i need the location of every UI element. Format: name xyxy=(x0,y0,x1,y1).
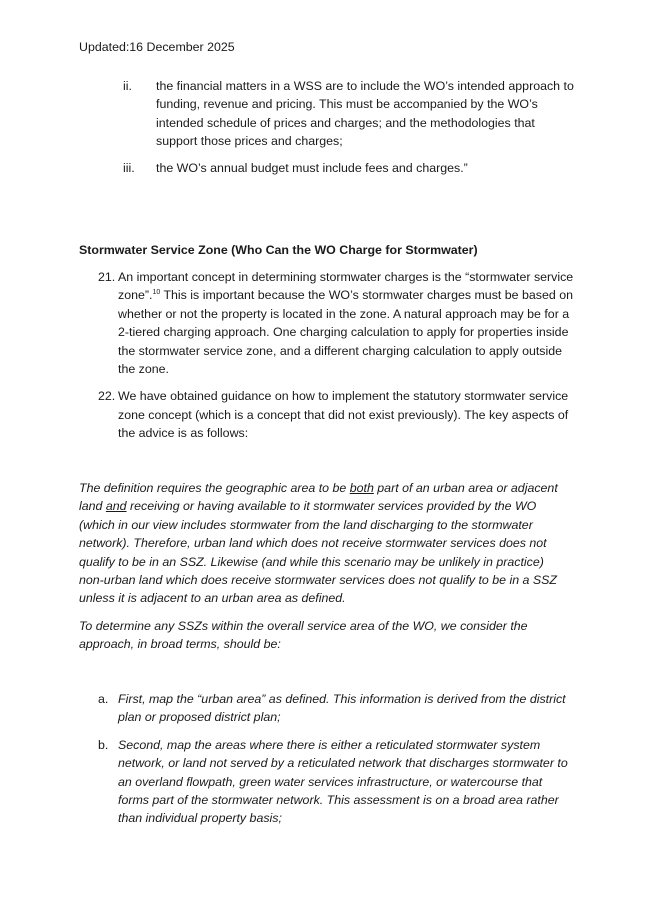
paragraph-text: An important concept in determining stormwater charges is the “stormwater service zone”. xyxy=(118,270,574,303)
list-item xyxy=(0,268,645,378)
list-item-text: the WO’s annual budget must include fees and charges.” xyxy=(156,160,468,175)
roman-list xyxy=(0,77,645,185)
list-marker: a. xyxy=(98,692,109,706)
list-item-text: Second, map the areas where there is either a reticulated stormwater system network, or land not served by a reticulated network that discharges stormwater to an overland flowpath, green water services infrastructure, or watercourse that forms part of the stormwater network. This assessment is on a broad area rather than individual property basis; xyxy=(118,737,568,826)
list-marker: 22. xyxy=(98,389,116,404)
quoted-advice-paragraph xyxy=(79,479,571,608)
paragraph-text: receiving or having available to it stormwater services provided by the WO (which in our view includes stormwater from the land discharging to the stormwater network). Therefore, urban land which does not receive stormwater services does not qualify to be in an SSZ. Likewise (and while this scenario may be unlikely in practice) non-urban land which does receive stormwater services does not qualify to be in a SSZ unless it is adjacent to an urban area as defined. xyxy=(79,499,557,606)
list-item xyxy=(0,159,645,177)
list-item xyxy=(0,736,645,828)
section-heading: Stormwater Service Zone (Who Can the WO Charge for Stormwater) xyxy=(79,243,478,257)
alpha-list xyxy=(0,690,645,837)
list-item xyxy=(0,387,645,442)
list-marker: 21. xyxy=(98,270,116,284)
quoted-advice-paragraph: To determine any SSZs within the overall service area of the WO, we consider the approach, in broad terms, should be: xyxy=(79,619,528,652)
list-item xyxy=(0,690,645,727)
list-marker: b. xyxy=(98,737,109,752)
underlined-word: both xyxy=(349,481,374,495)
list-item-text xyxy=(118,268,576,378)
list-item-text: the financial matters in a WSS are to include the WO’s intended approach to funding, revenue and pricing. This must be accompanied by the WO’s intended schedule of prices and charges; and the methodologies that support those prices and charges; xyxy=(156,79,574,149)
underlined-word: and xyxy=(105,499,127,514)
list-item-text: First, map the “urban area” as defined. This information is derived from the district plan or proposed district plan; xyxy=(118,692,566,725)
list-marker: iii. xyxy=(123,160,135,175)
paragraph-text: The definition requires the geographic area to be xyxy=(79,481,350,495)
list-item xyxy=(0,77,645,151)
updated-date: Updated:16 December 2025 xyxy=(79,40,235,54)
paragraph-text: part of an urban area or adjacent land xyxy=(79,481,558,514)
list-item-text: We have obtained guidance on how to implement the statutory stormwater service zone concept (which is a concept that did not exist previously). The key aspects of the advice is as follows: xyxy=(118,389,569,441)
numbered-list xyxy=(0,268,645,452)
paragraph-text: This is important because the WO’s stormwater charges must be based on whether or not the property is located in the zone. A natural approach may be for a 2-tiered charging approach. One charging calculation to apply for properties inside the stormwater service zone, and a different charging calculation to apply outside the zone. xyxy=(118,288,573,377)
footnote-reference: 10 xyxy=(152,289,161,297)
list-marker: ii. xyxy=(123,79,132,93)
